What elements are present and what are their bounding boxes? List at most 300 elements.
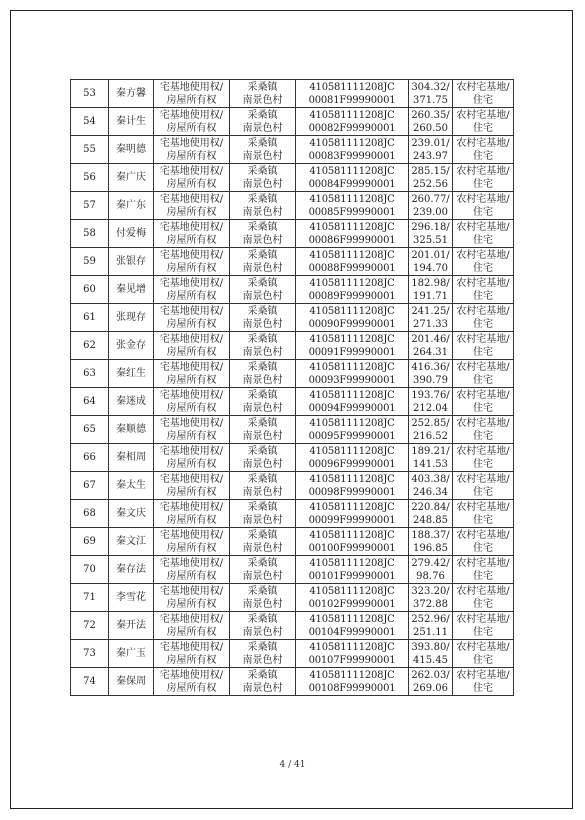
location-line: 采桑镇 [247, 81, 278, 93]
area-line: 220.84/ [411, 501, 450, 513]
table-row [71, 164, 514, 192]
location-cell [230, 500, 296, 528]
unit-code-cell [296, 220, 409, 248]
right-type-line: 宅基地使用权/ [159, 557, 224, 569]
location-cell [230, 108, 296, 136]
area-line: 416.36/ [411, 361, 450, 373]
unit-code-line: 00107F99990001 [308, 654, 396, 666]
location-cell [230, 220, 296, 248]
area-line: 279.42/ [411, 557, 450, 569]
land-use-cell [453, 640, 514, 668]
location-line: 南景色村 [242, 234, 283, 246]
location-line: 南景色村 [242, 290, 283, 302]
right-type-line: 房屋所有权 [166, 626, 217, 638]
unit-code-cell [296, 556, 409, 584]
unit-code-line: 410581111208JC [309, 445, 395, 457]
unit-code-cell [296, 276, 409, 304]
right-type-line: 房屋所有权 [166, 178, 217, 190]
area-cell [409, 388, 453, 416]
owner-name-cell: 秦方馨 [109, 80, 154, 108]
land-use-line: 农村宅基地/ [456, 361, 510, 373]
land-use-line: 农村宅基地/ [456, 249, 510, 261]
right-type-line: 房屋所有权 [166, 234, 217, 246]
land-use-line: 住宅 [473, 682, 493, 694]
right-type-line: 房屋所有权 [166, 598, 217, 610]
unit-code-line: 410581111208JC [309, 221, 395, 233]
owner-name-cell: 秦太生 [109, 472, 154, 500]
land-use-cell [453, 444, 514, 472]
land-use-cell [453, 472, 514, 500]
right-type-line: 宅基地使用权/ [159, 193, 224, 205]
right-type-line: 房屋所有权 [166, 122, 217, 134]
area-line: 252.96/ [411, 613, 450, 625]
area-line: 323.20/ [411, 585, 450, 597]
location-line: 采桑镇 [247, 165, 278, 177]
location-line: 采桑镇 [247, 417, 278, 429]
area-cell [409, 416, 453, 444]
location-cell [230, 360, 296, 388]
table-row [71, 304, 514, 332]
row-number-cell: 54 [71, 108, 109, 136]
unit-code-line: 00083F99990001 [308, 150, 396, 162]
unit-code-cell [296, 668, 409, 696]
right-type-line: 宅基地使用权/ [159, 165, 224, 177]
land-use-cell [453, 108, 514, 136]
right-type-line: 房屋所有权 [166, 346, 217, 358]
right-type-cell [154, 332, 230, 360]
unit-code-cell [296, 416, 409, 444]
right-type-line: 宅基地使用权/ [159, 277, 224, 289]
land-use-line: 农村宅基地/ [456, 137, 510, 149]
right-type-cell [154, 276, 230, 304]
unit-code-line: 00095F99990001 [308, 430, 396, 442]
land-use-line: 住宅 [473, 122, 493, 134]
area-cell [409, 444, 453, 472]
location-cell [230, 388, 296, 416]
unit-code-cell [296, 248, 409, 276]
area-cell [409, 192, 453, 220]
unit-code-line: 00086F99990001 [308, 234, 396, 246]
table-row [71, 248, 514, 276]
location-cell [230, 276, 296, 304]
right-type-line: 房屋所有权 [166, 654, 217, 666]
unit-code-cell [296, 612, 409, 640]
right-type-cell [154, 136, 230, 164]
location-line: 采桑镇 [247, 473, 278, 485]
area-line: 260.77/ [411, 193, 450, 205]
row-number-cell: 53 [71, 80, 109, 108]
right-type-cell [154, 360, 230, 388]
row-number-cell: 74 [71, 668, 109, 696]
area-line: 191.71 [413, 290, 448, 302]
area-line: 248.85 [413, 514, 448, 526]
area-line: 390.79 [413, 374, 448, 386]
area-line: 325.51 [413, 234, 448, 246]
unit-code-cell [296, 80, 409, 108]
row-number-cell: 59 [71, 248, 109, 276]
owner-name-cell: 秦见增 [109, 276, 154, 304]
area-line: 304.32/ [411, 81, 450, 93]
right-type-line: 宅基地使用权/ [159, 221, 224, 233]
unit-code-cell [296, 472, 409, 500]
right-type-cell [154, 556, 230, 584]
right-type-cell [154, 248, 230, 276]
right-type-cell [154, 584, 230, 612]
area-line: 371.75 [413, 94, 448, 106]
location-cell [230, 248, 296, 276]
right-type-line: 房屋所有权 [166, 402, 217, 414]
location-line: 南景色村 [242, 150, 283, 162]
unit-code-line: 00099F99990001 [308, 514, 396, 526]
right-type-line: 房屋所有权 [166, 570, 217, 582]
area-cell [409, 220, 453, 248]
land-use-line: 农村宅基地/ [456, 165, 510, 177]
unit-code-line: 00094F99990001 [308, 402, 396, 414]
area-line: 216.52 [413, 430, 448, 442]
land-use-line: 住宅 [473, 94, 493, 106]
land-use-line: 农村宅基地/ [456, 417, 510, 429]
land-use-line: 农村宅基地/ [456, 473, 510, 485]
right-type-line: 宅基地使用权/ [159, 445, 224, 457]
owner-name-cell: 秦文江 [109, 528, 154, 556]
owner-name-cell: 张金存 [109, 332, 154, 360]
land-use-line: 农村宅基地/ [456, 81, 510, 93]
table-row [71, 220, 514, 248]
area-line: 246.34 [413, 486, 448, 498]
land-use-line: 住宅 [473, 262, 493, 274]
row-number-cell: 71 [71, 584, 109, 612]
land-use-cell [453, 556, 514, 584]
area-cell [409, 360, 453, 388]
unit-code-line: 00088F99990001 [308, 262, 396, 274]
row-number-cell: 68 [71, 500, 109, 528]
land-use-line: 住宅 [473, 318, 493, 330]
location-line: 南景色村 [242, 262, 283, 274]
location-line: 采桑镇 [247, 445, 278, 457]
area-cell [409, 668, 453, 696]
unit-code-line: 410581111208JC [309, 417, 395, 429]
land-use-cell [453, 276, 514, 304]
right-type-line: 宅基地使用权/ [159, 249, 224, 261]
unit-code-line: 00102F99990001 [308, 598, 396, 610]
land-use-cell [453, 80, 514, 108]
area-cell [409, 472, 453, 500]
area-line: 243.97 [413, 150, 448, 162]
right-type-cell [154, 164, 230, 192]
unit-code-line: 00098F99990001 [308, 486, 396, 498]
table-row [71, 388, 514, 416]
location-line: 采桑镇 [247, 193, 278, 205]
location-line: 南景色村 [242, 542, 283, 554]
location-line: 南景色村 [242, 94, 283, 106]
area-line: 262.03/ [411, 669, 450, 681]
unit-code-line: 410581111208JC [309, 361, 395, 373]
row-number-cell: 56 [71, 164, 109, 192]
area-cell [409, 304, 453, 332]
land-use-line: 农村宅基地/ [456, 557, 510, 569]
owner-name-cell: 秦开法 [109, 612, 154, 640]
location-line: 采桑镇 [247, 305, 278, 317]
row-number-cell: 69 [71, 528, 109, 556]
unit-code-line: 410581111208JC [309, 613, 395, 625]
unit-code-line: 410581111208JC [309, 557, 395, 569]
table-row [71, 472, 514, 500]
location-cell [230, 192, 296, 220]
area-cell [409, 332, 453, 360]
row-number-cell: 65 [71, 416, 109, 444]
owner-name-cell: 付爱梅 [109, 220, 154, 248]
land-use-line: 农村宅基地/ [456, 613, 510, 625]
land-use-line: 住宅 [473, 206, 493, 218]
right-type-cell [154, 80, 230, 108]
location-cell [230, 668, 296, 696]
land-use-line: 农村宅基地/ [456, 333, 510, 345]
area-line: 239.01/ [411, 137, 450, 149]
land-use-line: 住宅 [473, 598, 493, 610]
right-type-cell [154, 668, 230, 696]
unit-code-line: 00082F99990001 [308, 122, 396, 134]
right-type-line: 房屋所有权 [166, 374, 217, 386]
location-cell [230, 612, 296, 640]
area-line: 296.18/ [411, 221, 450, 233]
right-type-line: 宅基地使用权/ [159, 641, 224, 653]
area-line: 189.21/ [411, 445, 450, 457]
table-row [71, 612, 514, 640]
row-number-cell: 61 [71, 304, 109, 332]
land-use-cell [453, 332, 514, 360]
table-row [71, 416, 514, 444]
table-row [71, 136, 514, 164]
unit-code-cell [296, 388, 409, 416]
right-type-line: 房屋所有权 [166, 290, 217, 302]
unit-code-cell [296, 192, 409, 220]
location-line: 南景色村 [242, 570, 283, 582]
area-line: 260.35/ [411, 109, 450, 121]
unit-code-cell [296, 332, 409, 360]
location-cell [230, 640, 296, 668]
unit-code-line: 410581111208JC [309, 193, 395, 205]
right-type-cell [154, 528, 230, 556]
table-row [71, 360, 514, 388]
location-cell [230, 416, 296, 444]
records-table [70, 79, 514, 696]
owner-name-cell: 李雪花 [109, 584, 154, 612]
unit-code-line: 00100F99990001 [308, 542, 396, 554]
unit-code-line: 410581111208JC [309, 277, 395, 289]
right-type-line: 宅基地使用权/ [159, 501, 224, 513]
land-use-line: 住宅 [473, 514, 493, 526]
location-line: 南景色村 [242, 598, 283, 610]
right-type-line: 宅基地使用权/ [159, 389, 224, 401]
land-use-line: 农村宅基地/ [456, 221, 510, 233]
land-use-line: 农村宅基地/ [456, 193, 510, 205]
land-use-line: 住宅 [473, 430, 493, 442]
land-use-cell [453, 360, 514, 388]
area-cell [409, 108, 453, 136]
area-line: 182.98/ [411, 277, 450, 289]
land-use-line: 农村宅基地/ [456, 445, 510, 457]
area-line: 285.15/ [411, 165, 450, 177]
right-type-line: 宅基地使用权/ [159, 361, 224, 373]
right-type-line: 房屋所有权 [166, 542, 217, 554]
row-number-cell: 67 [71, 472, 109, 500]
right-type-line: 宅基地使用权/ [159, 305, 224, 317]
location-line: 采桑镇 [247, 333, 278, 345]
right-type-line: 宅基地使用权/ [159, 81, 224, 93]
area-line: 415.45 [413, 654, 448, 666]
unit-code-line: 00101F99990001 [308, 570, 396, 582]
land-use-cell [453, 584, 514, 612]
area-line: 194.70 [413, 262, 448, 274]
unit-code-line: 00090F99990001 [308, 318, 396, 330]
location-line: 南景色村 [242, 626, 283, 638]
location-line: 采桑镇 [247, 249, 278, 261]
area-cell [409, 584, 453, 612]
location-line: 采桑镇 [247, 277, 278, 289]
area-line: 251.11 [413, 626, 448, 638]
land-use-line: 住宅 [473, 402, 493, 414]
unit-code-line: 00096F99990001 [308, 458, 396, 470]
row-number-cell: 58 [71, 220, 109, 248]
unit-code-line: 00104F99990001 [308, 626, 396, 638]
location-cell [230, 444, 296, 472]
land-use-cell [453, 136, 514, 164]
land-use-cell [453, 248, 514, 276]
location-line: 南景色村 [242, 430, 283, 442]
location-line: 采桑镇 [247, 137, 278, 149]
unit-code-cell [296, 444, 409, 472]
location-line: 采桑镇 [247, 221, 278, 233]
unit-code-cell [296, 528, 409, 556]
land-use-line: 住宅 [473, 570, 493, 582]
right-type-line: 宅基地使用权/ [159, 669, 224, 681]
row-number-cell: 55 [71, 136, 109, 164]
right-type-line: 房屋所有权 [166, 514, 217, 526]
table-row [71, 556, 514, 584]
right-type-line: 宅基地使用权/ [159, 333, 224, 345]
right-type-cell [154, 108, 230, 136]
owner-name-cell: 秦红生 [109, 360, 154, 388]
area-cell [409, 136, 453, 164]
unit-code-cell [296, 136, 409, 164]
area-line: 98.76 [416, 570, 445, 582]
unit-code-line: 410581111208JC [309, 389, 395, 401]
right-type-cell [154, 416, 230, 444]
land-use-line: 住宅 [473, 458, 493, 470]
row-number-cell: 57 [71, 192, 109, 220]
land-use-line: 农村宅基地/ [456, 669, 510, 681]
unit-code-line: 410581111208JC [309, 501, 395, 513]
right-type-line: 宅基地使用权/ [159, 613, 224, 625]
area-line: 252.85/ [411, 417, 450, 429]
location-line: 采桑镇 [247, 389, 278, 401]
owner-name-cell: 秦保周 [109, 668, 154, 696]
land-use-line: 农村宅基地/ [456, 529, 510, 541]
location-line: 采桑镇 [247, 669, 278, 681]
unit-code-line: 00093F99990001 [308, 374, 396, 386]
location-cell [230, 528, 296, 556]
right-type-cell [154, 192, 230, 220]
land-use-line: 住宅 [473, 346, 493, 358]
area-line: 201.01/ [411, 249, 450, 261]
location-cell [230, 584, 296, 612]
land-use-line: 农村宅基地/ [456, 585, 510, 597]
owner-name-cell: 张现存 [109, 304, 154, 332]
table-row [71, 80, 514, 108]
right-type-line: 宅基地使用权/ [159, 529, 224, 541]
row-number-cell: 72 [71, 612, 109, 640]
area-line: 188.37/ [411, 529, 450, 541]
table-row [71, 192, 514, 220]
location-line: 南景色村 [242, 318, 283, 330]
right-type-cell [154, 220, 230, 248]
owner-name-cell: 秦广庆 [109, 164, 154, 192]
unit-code-line: 00085F99990001 [308, 206, 396, 218]
area-line: 212.04 [413, 402, 448, 414]
area-line: 372.88 [413, 598, 448, 610]
right-type-line: 房屋所有权 [166, 94, 217, 106]
area-line: 403.38/ [411, 473, 450, 485]
unit-code-line: 410581111208JC [309, 333, 395, 345]
location-line: 南景色村 [242, 514, 283, 526]
table-row [71, 668, 514, 696]
location-cell [230, 80, 296, 108]
right-type-line: 房屋所有权 [166, 318, 217, 330]
land-use-line: 农村宅基地/ [456, 305, 510, 317]
unit-code-cell [296, 584, 409, 612]
location-line: 采桑镇 [247, 585, 278, 597]
area-line: 239.00 [413, 206, 448, 218]
location-line: 南景色村 [242, 458, 283, 470]
unit-code-cell [296, 164, 409, 192]
unit-code-line: 410581111208JC [309, 249, 395, 261]
land-use-line: 住宅 [473, 178, 493, 190]
land-use-line: 住宅 [473, 150, 493, 162]
right-type-cell [154, 500, 230, 528]
land-use-line: 住宅 [473, 486, 493, 498]
unit-code-cell [296, 108, 409, 136]
unit-code-line: 00089F99990001 [308, 290, 396, 302]
right-type-line: 房屋所有权 [166, 262, 217, 274]
location-line: 南景色村 [242, 402, 283, 414]
area-cell [409, 276, 453, 304]
table-row [71, 444, 514, 472]
land-use-line: 住宅 [473, 374, 493, 386]
land-use-line: 农村宅基地/ [456, 389, 510, 401]
land-use-cell [453, 388, 514, 416]
right-type-line: 宅基地使用权/ [159, 585, 224, 597]
right-type-line: 房屋所有权 [166, 150, 217, 162]
owner-name-cell: 秦迷成 [109, 388, 154, 416]
owner-name-cell: 秦计生 [109, 108, 154, 136]
land-use-cell [453, 528, 514, 556]
land-use-line: 农村宅基地/ [456, 641, 510, 653]
area-line: 269.06 [413, 682, 448, 694]
location-cell [230, 304, 296, 332]
area-line: 271.33 [413, 318, 448, 330]
location-line: 南景色村 [242, 346, 283, 358]
land-use-line: 住宅 [473, 234, 493, 246]
unit-code-line: 410581111208JC [309, 165, 395, 177]
location-line: 南景色村 [242, 206, 283, 218]
unit-code-line: 410581111208JC [309, 641, 395, 653]
row-number-cell: 63 [71, 360, 109, 388]
unit-code-line: 410581111208JC [309, 669, 395, 681]
right-type-cell [154, 612, 230, 640]
location-cell [230, 136, 296, 164]
land-use-cell [453, 220, 514, 248]
area-line: 252.56 [413, 178, 448, 190]
